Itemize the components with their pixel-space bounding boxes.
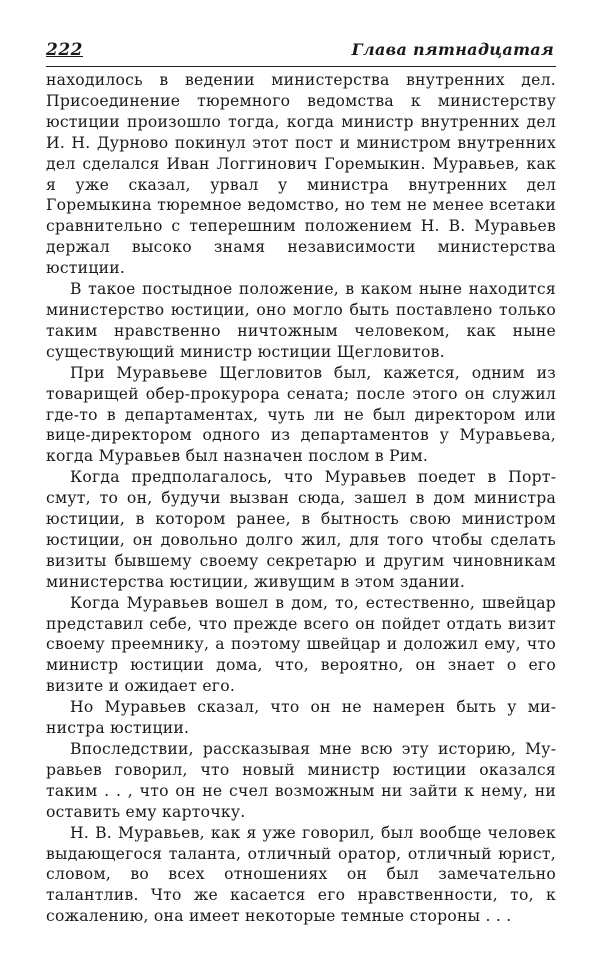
paragraph-continuation: находилось в ведении министерства внутренних дел. Присоединение тюремного ведомства к министерству юстиции произошло тогда, когда министр внутренних дел И. Н. Дурново покинул этот пост и министром внутренних дел сделался Иван Логгинович Горемыкин. Муравьев, как я уже сказал, урвал у министра внутренних дел Горемыкина тюремное ведомство, но тем не менее всетаки сравнительно с теперешним положением Н. В. Муравьев держал высоко знамя независимости министерства юстиции. [46, 71, 556, 278]
paragraph: Впоследствии, рассказывая мне всю эту историю, Муравьев говорил, что новый министр юстиции оказался таким . . , что он не счел возможным ни зайти к нему, ни оставить ему карточку. [46, 740, 556, 821]
paragraph: Когда Муравьев вошел в дом, то, естественно, швейцар представил себе, что прежде всего он пойдет отдать визит своему преемнику, а поэтому швейцар и доложил ему, что министр юстиции дома, что, вероятно, он знает о его визите и ожидает его. [46, 593, 556, 696]
paragraph: При Муравьеве Щегловитов был, кажется, одним из товарищей обер-прокурора сената; после этого он служил где-то в департаментах, чуть ли не был директором или вице-директором одного из департаментов у Муравьева, когда Муравьев был назначен послом в Рим. [46, 363, 556, 466]
paragraph: Когда предполагалось, что Муравьев поедет в Портсмут, то он, будучи вызван сюда, зашел в дом министра юстиции, в котором ранее, в бытность свою министром юстиции, он довольно долго жил, для того чтобы сделать визиты бывшему своему секретарю и другим чиновникам министерства юстиции, живущим в этом здании. [46, 468, 556, 591]
page-number: 222 [46, 40, 83, 60]
paragraph: Но Муравьев сказал, что он не намерен быть у министра юстиции. [46, 698, 556, 738]
running-title: Глава пятнадцатая [351, 40, 554, 59]
paragraph: Н. В. Муравьев, как я уже говорил, был вообще человек выдающегося таланта, отличный оратор, отличный юрист, словом, во всех отношениях он был замечательно талантлив. Что же касается его нравственности, то, к сожалению, она имеет некоторые темные стороны . . . [46, 823, 556, 926]
paragraph: В такое постыдное положение, в каком ныне находится министерство юстиции, оно могло быть поставлено только таким нравственно ничтожным человеком, как ныне существующий министр юстиции Щегловитов. [46, 280, 556, 361]
page-header [46, 36, 556, 67]
body-text [46, 70, 556, 927]
